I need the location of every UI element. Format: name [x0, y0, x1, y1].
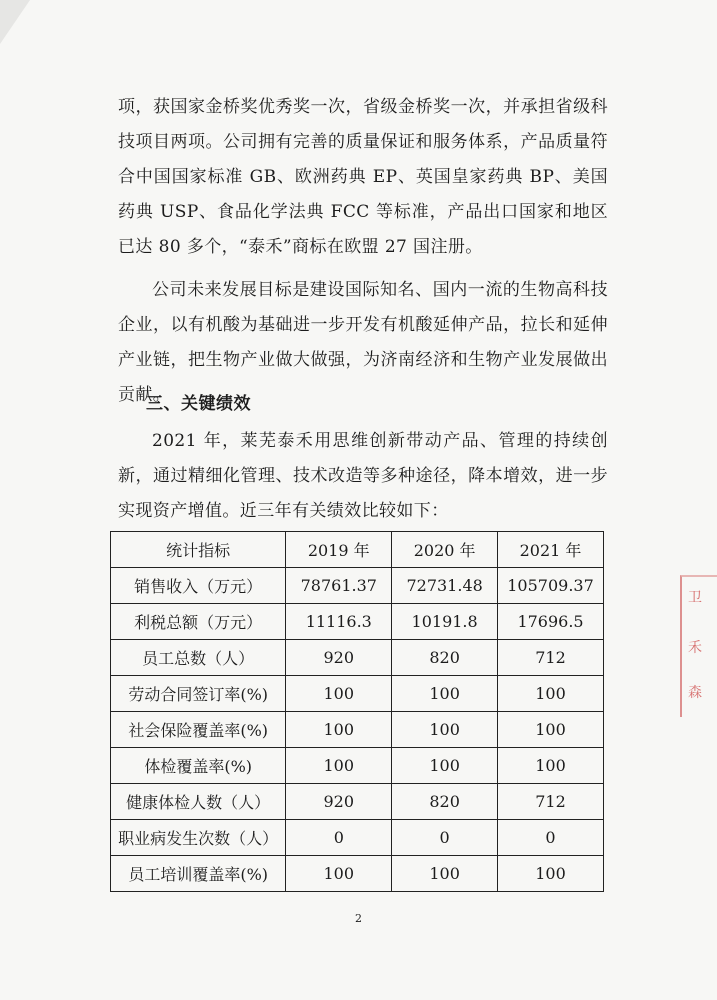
indicator-name-cell: 员工总数（人） — [111, 640, 286, 676]
value-cell: 712 — [498, 640, 604, 676]
performance-table — [110, 531, 604, 892]
table-row — [111, 640, 604, 676]
indicator-name-cell: 体检覆盖率(%) — [111, 748, 286, 784]
value-cell: 17696.5 — [498, 604, 604, 640]
value-cell: 100 — [498, 748, 604, 784]
table-header-cell: 统计指标 — [111, 532, 286, 568]
value-cell: 820 — [392, 784, 498, 820]
paragraph-company-quality: 项，获国家金桥奖优秀奖一次，省级金桥奖一次，并承担省级科技项目两项。公司拥有完善的质量保证和服务体系，产品质量符合中国国家标准 GB、欧洲药典 EP、英国皇家药典 BP、美国药典 USP、食品化学法典 FCC 等标准，产品出口国家和地区已达 80 多个，“泰禾”商标在欧盟 27 国注册。 — [118, 97, 608, 257]
value-cell: 100 — [498, 676, 604, 712]
red-seal-stamp: 卫 禾 森 — [680, 575, 717, 717]
table-row — [111, 604, 604, 640]
table-row — [111, 784, 604, 820]
value-cell: 100 — [392, 712, 498, 748]
paragraph-future-goals: 公司未来发展目标是建设国际知名、国内一流的生物高科技企业，以有机酸为基础进一步开发有机酸延伸产品，拉长和延伸产业链，把生物产业做大做强，为济南经济和生物产业发展做出贡献。 — [118, 280, 608, 405]
value-cell: 100 — [286, 856, 392, 892]
table-header-cell: 2019 年 — [286, 532, 392, 568]
value-cell: 100 — [286, 676, 392, 712]
value-cell: 100 — [286, 712, 392, 748]
value-cell: 0 — [392, 820, 498, 856]
value-cell: 712 — [498, 784, 604, 820]
indicator-name-cell: 销售收入（万元） — [111, 568, 286, 604]
table-header-cell: 2020 年 — [392, 532, 498, 568]
table-row — [111, 712, 604, 748]
value-cell: 100 — [392, 748, 498, 784]
page-number: 2 — [355, 912, 362, 925]
value-cell: 11116.3 — [286, 604, 392, 640]
table-header-row — [111, 532, 604, 568]
value-cell: 105709.37 — [498, 568, 604, 604]
value-cell: 820 — [392, 640, 498, 676]
value-cell: 100 — [498, 712, 604, 748]
table-header-cell: 2021 年 — [498, 532, 604, 568]
indicator-name-cell: 劳动合同签订率(%) — [111, 676, 286, 712]
table-row — [111, 856, 604, 892]
value-cell: 100 — [498, 856, 604, 892]
value-cell: 72731.48 — [392, 568, 498, 604]
value-cell: 0 — [286, 820, 392, 856]
value-cell: 100 — [392, 856, 498, 892]
indicator-name-cell: 利税总额（万元） — [111, 604, 286, 640]
table-row — [111, 568, 604, 604]
value-cell: 920 — [286, 640, 392, 676]
table-row — [111, 820, 604, 856]
page-corner-fold — [0, 0, 30, 44]
indicator-name-cell: 职业病发生次数（人） — [111, 820, 286, 856]
value-cell: 100 — [392, 676, 498, 712]
table-row — [111, 748, 604, 784]
value-cell: 920 — [286, 784, 392, 820]
value-cell: 78761.37 — [286, 568, 392, 604]
indicator-name-cell: 社会保险覆盖率(%) — [111, 712, 286, 748]
indicator-name-cell: 员工培训覆盖率(%) — [111, 856, 286, 892]
table-row — [111, 676, 604, 712]
indicator-name-cell: 健康体检人数（人） — [111, 784, 286, 820]
paragraph-performance-intro: 2021 年，莱芜泰禾用思维创新带动产品、管理的持续创新，通过精细化管理、技术改造等多种途径，降本增效，进一步实现资产增值。近三年有关绩效比较如下： — [118, 431, 608, 521]
value-cell: 10191.8 — [392, 604, 498, 640]
value-cell: 100 — [286, 748, 392, 784]
value-cell: 0 — [498, 820, 604, 856]
section-heading: 三、关键绩效 — [146, 394, 251, 414]
